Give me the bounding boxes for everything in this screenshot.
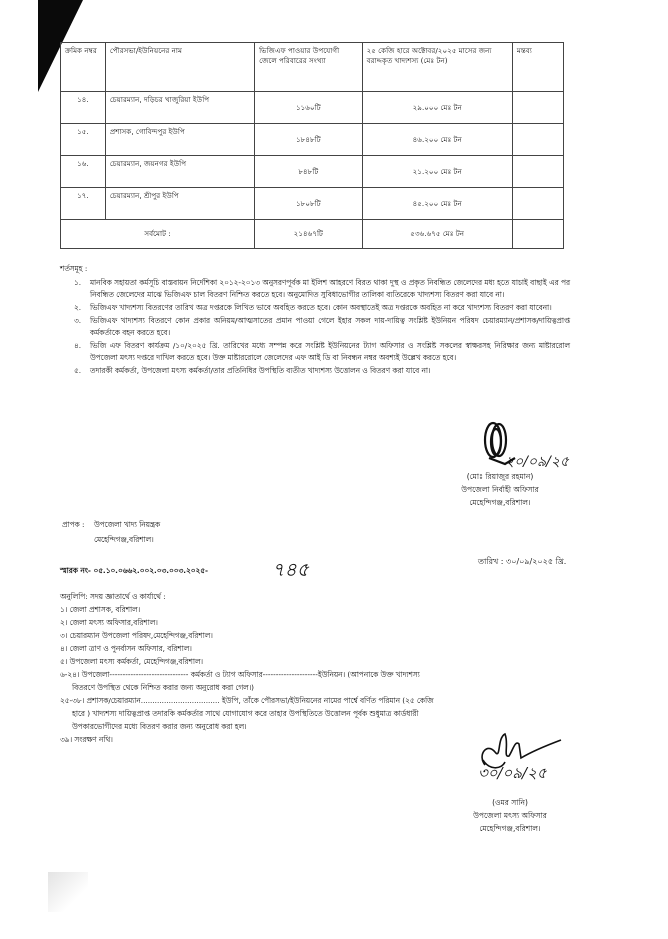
signatory-1-name: (মোঃ রিয়াজুর রহমান) bbox=[466, 472, 534, 481]
recipient-line-2: মেহেন্দিগঞ্জ,বরিশাল। bbox=[94, 535, 154, 544]
total-remarks bbox=[512, 220, 563, 249]
header-remarks: মন্তব্য bbox=[512, 43, 563, 92]
condition-item bbox=[60, 365, 570, 377]
header-serial: ক্রমিক নম্বর bbox=[61, 43, 106, 92]
copy-item: ৫। উপজেলা মৎস্য কর্মকর্তা, মেহেন্দিগঞ্জ,বরিশাল। bbox=[60, 657, 204, 666]
signatory-2-block bbox=[440, 796, 580, 835]
cell-remarks bbox=[512, 92, 563, 124]
signatory-2-name: (ওমর সানি) bbox=[492, 798, 528, 807]
cell-name: চেয়ারম্যান, দড়িচর খাজুরিয়া ইউপি bbox=[105, 92, 254, 124]
cell-name: চেয়ারম্যান, শ্রীপুর ইউপি bbox=[105, 188, 254, 220]
condition-text: ভিজি এফ বিতরণ কার্যক্রম /১০/২০২৫ খ্রি. তারিখের মধ্যে সম্পন্ন করে সংশ্লিষ্ট ইউনিয়নের ট্যাগ অফিসার ও সংশ্লিষ্ট সকলের স্বাক্ষরসহ নিরিক্ষার জন্য মাষ্টাররোল উপজেলা মৎস্য দপ্তরে দাখিল করতে হবে। উক্ত মাষ্টাররোলে জেলেদের এফ আই ডি বা নিবন্ধন নম্বর অবশ্যই উল্লেখ করতে হবে। bbox=[90, 341, 570, 362]
memo-number: স্মারক নং- ০৫.১০.০৬৬২.০০২.০৩.০০৩.২০২৫- bbox=[60, 566, 208, 575]
total-quantity: ৫৩৬.৬৭৫ মেঃ টন bbox=[362, 220, 512, 249]
condition-number: ১. bbox=[74, 278, 82, 287]
copy-item-25-38-cont: হারে ) খাদ্যশস্য দায়িত্বপ্রাপ্ত তদারকি কর্মকর্তার সাথে যোগাযোগ করে তাহার উপস্থিতিতে উত্তোলন পূর্বক শুধুমাত্র কার্ডধারী bbox=[72, 709, 419, 718]
cell-families: ১১৬০টি bbox=[255, 92, 362, 124]
cell-serial: ১৪. bbox=[61, 92, 106, 124]
memo-date: তারিখ : ৩০/০৯/২০২৫ খ্রি. bbox=[478, 557, 567, 566]
condition-text: তদারকী কর্মকর্তা, উপজেলা মৎস্য কর্মকর্তা/তার প্রতিনিধির উপস্থিতি ব্যতীত খাদ্যশস্য উত্তোলন ও বিতরণ করা যাবে না। bbox=[90, 366, 431, 375]
condition-item bbox=[60, 340, 570, 364]
cell-remarks bbox=[512, 124, 563, 156]
cell-serial: ১৭. bbox=[61, 188, 106, 220]
signatory-1-location: মেহেন্দিগঞ্জ,বরিশাল। bbox=[469, 498, 531, 507]
copy-item-25-38: ২৫-৩৮। প্রশাসক/চেয়ারম্যান.................................. ইউপি, তাঁকে পৌরসভা/ইউনিয়নের নামের পার্শ্বে বর্ণিত পরিমান (২৫ কেজি bbox=[60, 696, 434, 705]
condition-text: ভিজিএফ খাদ্যশস্য বিতরণে কোন প্রকার অনিয়ম/আত্মসাতের প্রমান পাওয়া গেলে ইহার সকল দায়-দায়িত্ব সংশ্লিষ্ট ইউনিয়ন পরিষদ চেয়ারম্যান/প্রশাসক/দায়িত্বপ্রাপ্ত কর্মকর্তাকে বহন করতে হবে। bbox=[90, 316, 570, 337]
cell-serial: ১৫. bbox=[61, 124, 106, 156]
signatory-2-designation: উপজেলা মৎস্য অফিসার bbox=[473, 811, 547, 820]
cell-quantity: ৪৫.২০০ মেঃ টন bbox=[362, 188, 512, 220]
cell-remarks bbox=[512, 188, 563, 220]
total-families: ২১৪৬৭টি bbox=[255, 220, 362, 249]
condition-item bbox=[60, 277, 570, 301]
cell-families: ৮৪৮টি bbox=[255, 156, 362, 188]
condition-number: ২. bbox=[74, 303, 82, 312]
condition-number: ৩. bbox=[74, 316, 82, 325]
allocation-table bbox=[60, 42, 564, 249]
conditions-section bbox=[60, 263, 570, 378]
cell-families: ১৮০৮টি bbox=[255, 188, 362, 220]
cell-families: ১৮৪৮টি bbox=[255, 124, 362, 156]
copy-item: ১। জেলা প্রশাসক, বরিশাল। bbox=[60, 605, 141, 614]
condition-item bbox=[60, 315, 570, 339]
table-total-row bbox=[61, 220, 564, 249]
header-name: পৌরসভা/ইউনিয়নের নাম bbox=[105, 43, 254, 92]
condition-item bbox=[60, 302, 570, 314]
copy-item: ৪। জেলা ত্রাণ ও পুনর্বাসন অফিসার, বরিশাল। bbox=[60, 644, 192, 653]
signatory-1-block bbox=[430, 470, 570, 509]
cell-quantity: ২৯.০০০ মেঃ টন bbox=[362, 92, 512, 124]
cell-name: চেয়ারম্যান, জয়নগর ইউপি bbox=[105, 156, 254, 188]
table-row bbox=[61, 124, 564, 156]
table-row bbox=[61, 188, 564, 220]
conditions-list bbox=[60, 277, 570, 377]
signatory-1-designation: উপজেলা নির্বাহী অফিসার bbox=[461, 485, 539, 494]
copy-item: ৩। চেয়ারম্যান উপজেলা পরিষদ,মেহেন্দিগঞ্জ,বরিশাল। bbox=[60, 631, 213, 640]
copies-section bbox=[60, 590, 580, 746]
signature-2-date: ৩০/০৯/২৫ bbox=[478, 764, 547, 782]
copies-heading: অনুলিপি: সদয় জ্ঞাতার্থে ও কার্যার্থে : bbox=[60, 592, 166, 601]
table-row bbox=[61, 156, 564, 188]
table-row bbox=[61, 92, 564, 124]
signatory-2-location: মেহেন্দিগঞ্জ,বরিশাল। bbox=[479, 824, 541, 833]
copy-item-25-38-cont: উপকারভোগীদের মধ্যে বিতরণ করার জন্য অনুরোধ করা হল। bbox=[72, 722, 247, 731]
memo-handwritten-suffix: ৭৪৫ bbox=[272, 559, 310, 581]
table-header-row bbox=[61, 43, 564, 92]
condition-text: ভিজিএফ খাদ্যশস্য বিতরণের তারিখ অত্র দপ্তরকে লিখিত ভাবে অবহিত করতে হবে। কোন অবস্থাতেই অত্র দপ্তরকে অবহিত না করে খাদ্যশস্য বিতরণ করা যাবেনা। bbox=[90, 303, 552, 312]
copy-item-6-24-cont: বিতরণে উপস্থিত থেকে নিশ্চিত করার জন্য অনুরোধ করা গেল।) bbox=[72, 683, 255, 692]
condition-number: ৪. bbox=[74, 341, 82, 350]
condition-text: মানবিক সহায়তা কর্মসূচি বাস্তবায়ন নির্দেশিকা ২০১২-২০১৩ অনুসরণপূর্বক মা ইলিশ আহরণে বিরত থাকা দুস্থ ও প্রকৃত নিবন্ধিত জেলেদের মধ্য হতে যাচাই বাছাই এর পর নিবন্ধিত জেলেদের মাঝে ভিজিএফ চাল বিতরণ নিশ্চিত করতে হবে। অনুমোদিত সুবিধাভোগীর তালিকা ব্যতিরেকে খাদ্যশস্য বিতরণ করা যাবে না। bbox=[90, 278, 570, 299]
recipient-label: প্রাপক : bbox=[62, 520, 85, 529]
signature-1-date: ২০/০৯/২৫ bbox=[505, 454, 570, 470]
conditions-heading: শর্তসমূহ : bbox=[60, 264, 88, 273]
copy-item: ২। জেলা মৎস্য অফিসার,বরিশাল। bbox=[60, 618, 158, 627]
cell-name: প্রশাসক, গোবিন্দপুর ইউপি bbox=[105, 124, 254, 156]
copy-item-6-24: ৬-২৪। উপজেলা------------------------------ কর্মকর্তা ও ট্যাগ অফিসার---------------------ইউনিয়ন। (আপনাকে উক্ত খাদ্যশস্য bbox=[60, 670, 420, 679]
total-label: সর্বমোট : bbox=[61, 220, 255, 249]
cell-quantity: ৪৬.২০০ মেঃ টন bbox=[362, 124, 512, 156]
cell-quantity: ২১.২০০ মেঃ টন bbox=[362, 156, 512, 188]
scan-smudge bbox=[48, 872, 88, 912]
recipient-line-1: উপজেলা খাদ্য নিয়ন্ত্রক bbox=[94, 520, 161, 529]
condition-number: ৫. bbox=[74, 366, 82, 375]
header-families: ভিজিএফ পাওয়ার উপযোগী জেলে পরিবারের সংখ্যা bbox=[255, 43, 362, 92]
header-quantity: ২৫ কেজি হারে অক্টোবর/২০২৫ মাসের জন্য বরাদ্দকৃত খাদ্যশস্য (মেঃ টন) bbox=[362, 43, 512, 92]
cell-remarks bbox=[512, 156, 563, 188]
cell-serial: ১৬. bbox=[61, 156, 106, 188]
copy-item-39: ৩৯। সংরক্ষণ নথি। bbox=[60, 735, 113, 744]
